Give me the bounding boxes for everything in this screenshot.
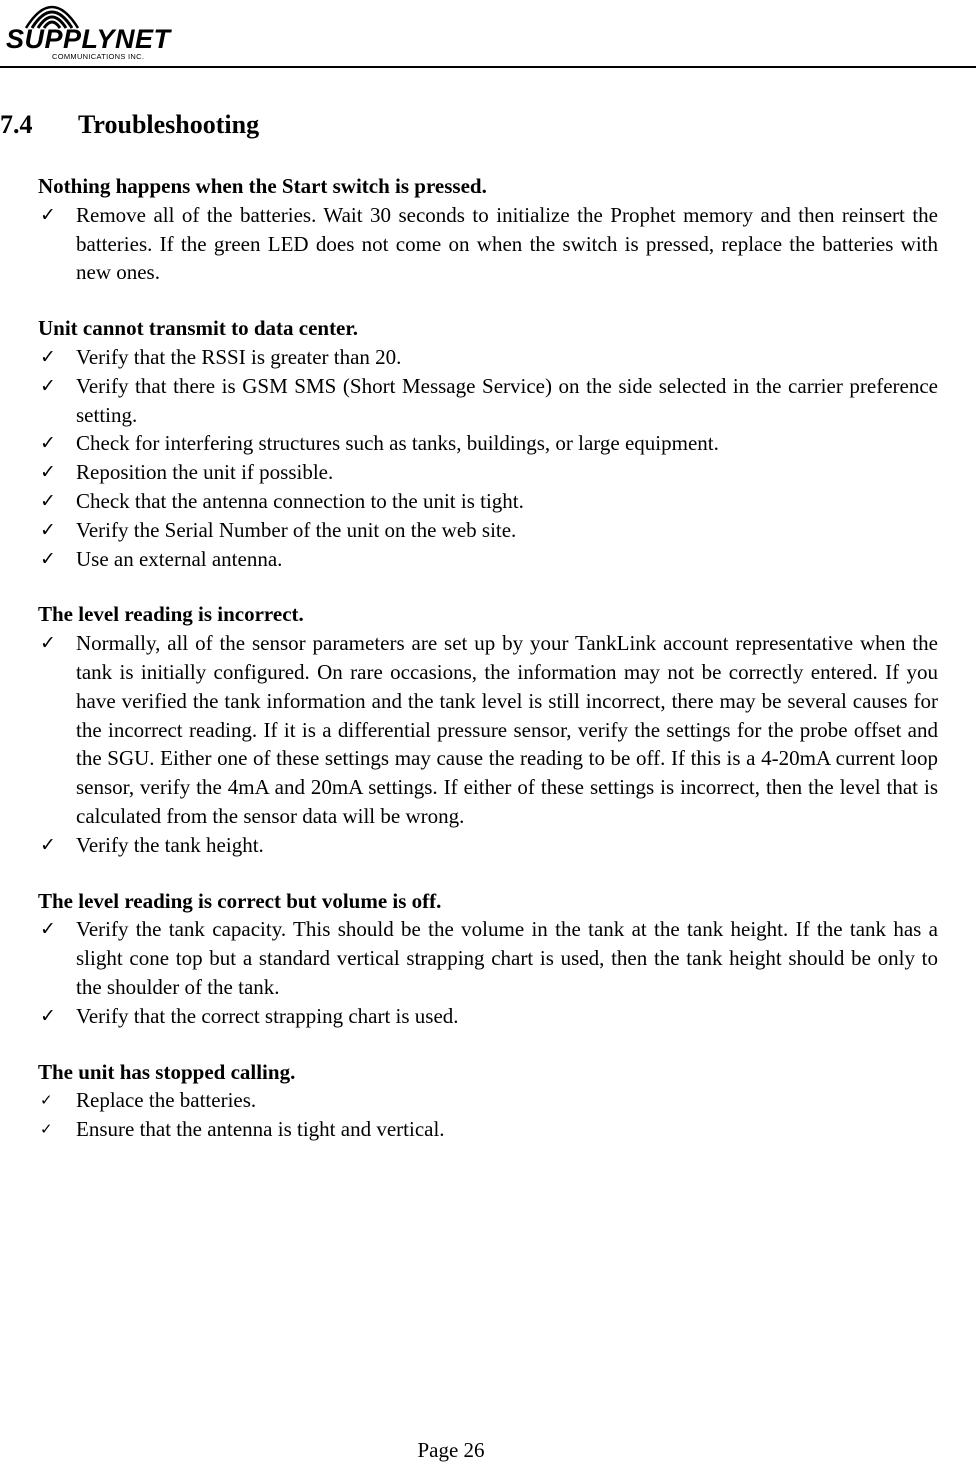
checkmark-icon: ✓ bbox=[40, 1091, 53, 1110]
issue-title: Nothing happens when the Start switch is pressed. bbox=[38, 174, 487, 198]
page-header bbox=[0, 0, 976, 70]
list-item-text: Verify that there is GSM SMS (Short Message Service) on the side selected in the carrier preference setting. bbox=[76, 373, 938, 427]
list-item bbox=[38, 1002, 938, 1031]
checkmark-icon: ✓ bbox=[40, 374, 56, 397]
checkmark-icon: ✓ bbox=[40, 461, 56, 484]
checkmark-icon: ✓ bbox=[40, 1004, 56, 1027]
issue-group-stopped-calling bbox=[38, 1058, 938, 1144]
supplynet-logo bbox=[4, 2, 171, 64]
troubleshooting-content bbox=[38, 172, 938, 1171]
list-item bbox=[38, 201, 938, 287]
logo-wordmark: SUPPLYNET bbox=[6, 24, 171, 54]
checkmark-icon: ✓ bbox=[40, 547, 56, 570]
issue-title: The level reading is incorrect. bbox=[38, 602, 304, 627]
issue-group-transmit bbox=[38, 314, 938, 573]
checkmark-icon: ✓ bbox=[40, 489, 56, 512]
issue-title: The level reading is correct but volume is off. bbox=[38, 888, 442, 913]
list-item-text: Reposition the unit if possible. bbox=[76, 460, 334, 485]
list-item-text: Replace the batteries. bbox=[76, 1088, 257, 1113]
checkmark-icon: ✓ bbox=[40, 632, 56, 655]
logo-subtitle: COMMUNICATIONS INC. bbox=[52, 52, 145, 61]
list-item bbox=[38, 1115, 938, 1144]
list-item-text: Verify the tank height. bbox=[76, 832, 264, 857]
list-item bbox=[38, 831, 938, 860]
list-item bbox=[38, 1086, 938, 1115]
section-number: 7.4 bbox=[0, 110, 33, 139]
list-item bbox=[38, 429, 938, 458]
list-item-text: Normally, all of the sensor parameters are set up by your TankLink account representative when the tank is initially configured. On rare occasions, the information may not be correctly entered. If you have verified the tank information and the tank level is still incorrect, there may be several causes for the incorrect reading. If it is a differential pressure sensor, verify the settings for the probe offset and the SGU. Either one of these settings may cause the reading to be off. If this is a 4-20mA current loop sensor, verify the 4mA and 20mA settings. If either of these settings is incorrect, then the level that is calculated from the sensor data will be wrong. bbox=[76, 631, 938, 828]
checkmark-icon: ✓ bbox=[40, 1120, 53, 1139]
header-divider bbox=[0, 66, 976, 68]
list-item bbox=[38, 545, 938, 574]
list-item bbox=[38, 372, 938, 430]
list-item-text: Remove all of the batteries. Wait 30 seconds to initialize the Prophet memory and then reinsert the batteries. If the green LED does not come on when the switch is pressed, replace the batteries with new ones. bbox=[76, 202, 938, 285]
checkmark-icon: ✓ bbox=[40, 833, 56, 856]
list-item-text: Check for interfering structures such as tanks, buildings, or large equipment. bbox=[76, 431, 719, 456]
issue-title: Unit cannot transmit to data center. bbox=[38, 316, 359, 341]
issue-group-volume-off bbox=[38, 887, 938, 1031]
list-item bbox=[38, 343, 938, 372]
checkmark-icon: ✓ bbox=[40, 518, 56, 541]
checkmark-icon: ✓ bbox=[40, 432, 56, 455]
list-item bbox=[38, 516, 938, 545]
issue-title: The unit has stopped calling. bbox=[38, 1059, 296, 1084]
checkmark-icon: ✓ bbox=[40, 345, 56, 368]
list-item-text: Ensure that the antenna is tight and vertical. bbox=[76, 1117, 445, 1142]
list-item-text: Check that the antenna connection to the unit is tight. bbox=[76, 488, 524, 513]
list-item-text: Verify that the RSSI is greater than 20. bbox=[76, 344, 402, 369]
list-item-text: Verify the tank capacity. This should be the volume in the tank at the tank height. If the tank has a slight cone top but a standard vertical strapping chart is used, then the tank height should be only to the shoulder of the tank. bbox=[76, 917, 938, 999]
checkmark-icon: ✓ bbox=[40, 918, 56, 941]
list-item bbox=[38, 458, 938, 487]
list-item bbox=[38, 915, 938, 1001]
section-title: Troubleshooting bbox=[78, 110, 260, 139]
checkmark-icon: ✓ bbox=[40, 203, 56, 226]
list-item-text: Verify the Serial Number of the unit on the web site. bbox=[76, 517, 517, 542]
list-item bbox=[38, 487, 938, 516]
list-item-text: Use an external antenna. bbox=[76, 546, 283, 571]
list-item-text: Verify that the correct strapping chart is used. bbox=[76, 1003, 459, 1028]
issue-group-level-incorrect bbox=[38, 600, 938, 859]
list-item bbox=[38, 629, 938, 831]
section-heading bbox=[0, 110, 259, 140]
issue-group-start-switch bbox=[38, 172, 938, 287]
page-number: Page 26 bbox=[417, 1438, 485, 1462]
